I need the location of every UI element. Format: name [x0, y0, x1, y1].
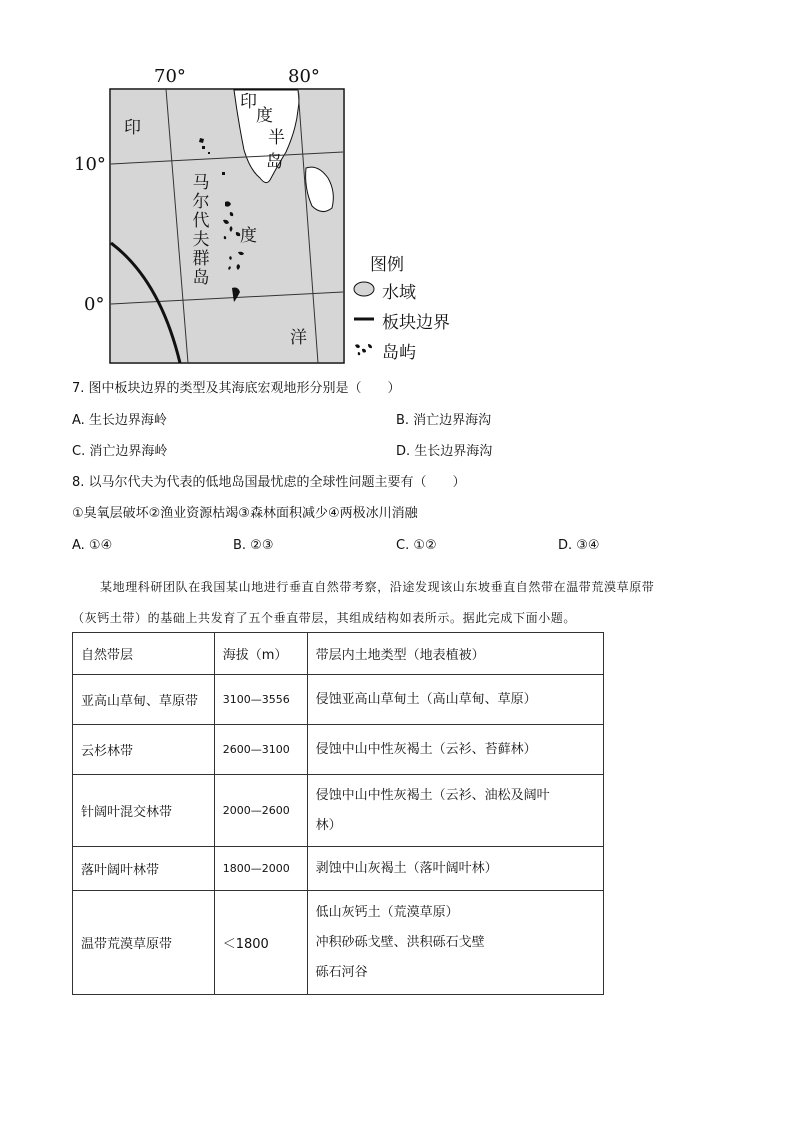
land-type-line: 侵蚀中山中性灰褐土（云衫、油松及阔叶 — [315, 787, 550, 803]
question-7-option-a[interactable]: A. 生长边界海岭 — [72, 413, 167, 428]
maldives-label-char: 岛 — [192, 268, 210, 288]
plate-boundary-line-icon — [352, 309, 376, 329]
question-7-stem: 7. 图中板块边界的类型及其海底宏观地形分别是（ ） — [72, 381, 401, 396]
water-swatch-icon — [352, 279, 376, 299]
maldives-label-char: 尔 — [192, 192, 210, 212]
table-row — [73, 675, 604, 725]
table-row — [73, 775, 604, 847]
land-type-line: 砾石河谷 — [315, 964, 368, 980]
maldives-label-char: 代 — [192, 211, 210, 231]
land-type-line: 低山灰钙土（荒漠草原） — [315, 904, 459, 920]
maldives-label — [192, 174, 210, 288]
zone-cell: 温带荒漠草原带 — [73, 891, 215, 995]
question-8-stem: 8. 以马尔代夫为代表的低地岛国最忧虑的全球性问题主要有（ ） — [72, 475, 466, 490]
legend-label: 水域 — [382, 283, 416, 303]
maldives-map — [60, 60, 480, 370]
question-8-option-d[interactable]: D. ③④ — [558, 538, 600, 553]
legend-label: 板块边界 — [382, 313, 450, 333]
question-7-option-c[interactable]: C. 消亡边界海岭 — [72, 444, 168, 459]
india-label-char: 印 — [240, 92, 257, 112]
lat-label-10: 10° — [74, 154, 106, 175]
ocean-label-char: 洋 — [290, 328, 307, 348]
land-type-line: 林） — [315, 817, 342, 833]
question-8-option-c[interactable]: C. ①② — [396, 538, 437, 553]
table-header-cell: 海拔（m） — [214, 633, 307, 675]
legend-title: 图例 — [370, 255, 404, 275]
india-label-char: 度 — [256, 106, 273, 126]
altitude-cell: 1800—2000 — [214, 847, 307, 891]
india-label-char: 岛 — [266, 152, 283, 172]
intro-line-1: 某地理科研团队在我国某山地进行垂直自然带考察，沿途发现该山东坡垂直自然带在温带荒漠草原带 — [100, 580, 655, 594]
table-row — [73, 725, 604, 775]
altitude-cell: 2000—2600 — [214, 775, 307, 847]
legend-item-water — [352, 278, 482, 303]
lon-label-80: 80° — [288, 66, 320, 87]
land-type-line: 侵蚀亚高山草甸土（高山草甸、草原） — [315, 691, 537, 707]
land-type-cell — [307, 847, 603, 891]
zone-cell: 针阔叶混交林带 — [73, 775, 215, 847]
land-type-cell — [307, 775, 603, 847]
question-7-option-b[interactable]: B. 消亡边界海沟 — [396, 413, 492, 428]
table-header-cell: 自然带层 — [73, 633, 215, 675]
legend-item-islands — [352, 338, 482, 363]
altitude-cell: 3100—3556 — [214, 675, 307, 725]
maldives-label-char: 群 — [192, 249, 210, 269]
intro-line-2: （灰钙土带）的基础上共发育了五个垂直带层，其组成结构如表所示。据此完成下面小题。 — [72, 611, 577, 625]
maldives-label-char: 夫 — [192, 230, 210, 250]
india-label-char: 半 — [268, 128, 285, 148]
land-type-cell — [307, 725, 603, 775]
question-8-option-a[interactable]: A. ①④ — [72, 538, 113, 553]
table-row — [73, 847, 604, 891]
land-type-cell — [307, 891, 603, 995]
land-type-cell — [307, 675, 603, 725]
maldives-label-char: 马 — [192, 173, 210, 193]
zone-cell: 云杉林带 — [73, 725, 215, 775]
altitude-cell: 2600—3100 — [214, 725, 307, 775]
legend-label: 岛屿 — [382, 343, 416, 363]
question-8-option-b[interactable]: B. ②③ — [233, 538, 274, 553]
question-7-option-d[interactable]: D. 生长边界海沟 — [396, 444, 493, 459]
lon-label-70: 70° — [154, 66, 186, 87]
ocean-label-char: 印 — [124, 118, 141, 138]
table-header-row — [73, 633, 604, 675]
zone-cell: 落叶阔叶林带 — [73, 847, 215, 891]
question-8-items: ①臭氧层破坏②渔业资源枯竭③森林面积减少④两极冰川消融 — [72, 506, 418, 521]
legend-item-boundary — [352, 308, 482, 333]
vertical-zone-table — [72, 632, 604, 995]
island-cluster-icon — [352, 339, 376, 359]
lat-label-0: 0° — [84, 294, 105, 315]
land-type-line: 冲积砂砾戈壁、洪积砾石戈壁 — [315, 934, 485, 950]
zone-cell: 亚高山草甸、草原带 — [73, 675, 215, 725]
land-type-line: 侵蚀中山中性灰褐土（云衫、苔藓林） — [315, 741, 537, 757]
land-type-line: 剥蚀中山灰褐土（落叶阔叶林） — [315, 860, 498, 876]
altitude-cell: ＜1800 — [214, 891, 307, 995]
ocean-label-char: 度 — [240, 226, 257, 246]
table-row — [73, 891, 604, 995]
table-header-cell: 带层内土地类型（地表植被） — [307, 633, 603, 675]
